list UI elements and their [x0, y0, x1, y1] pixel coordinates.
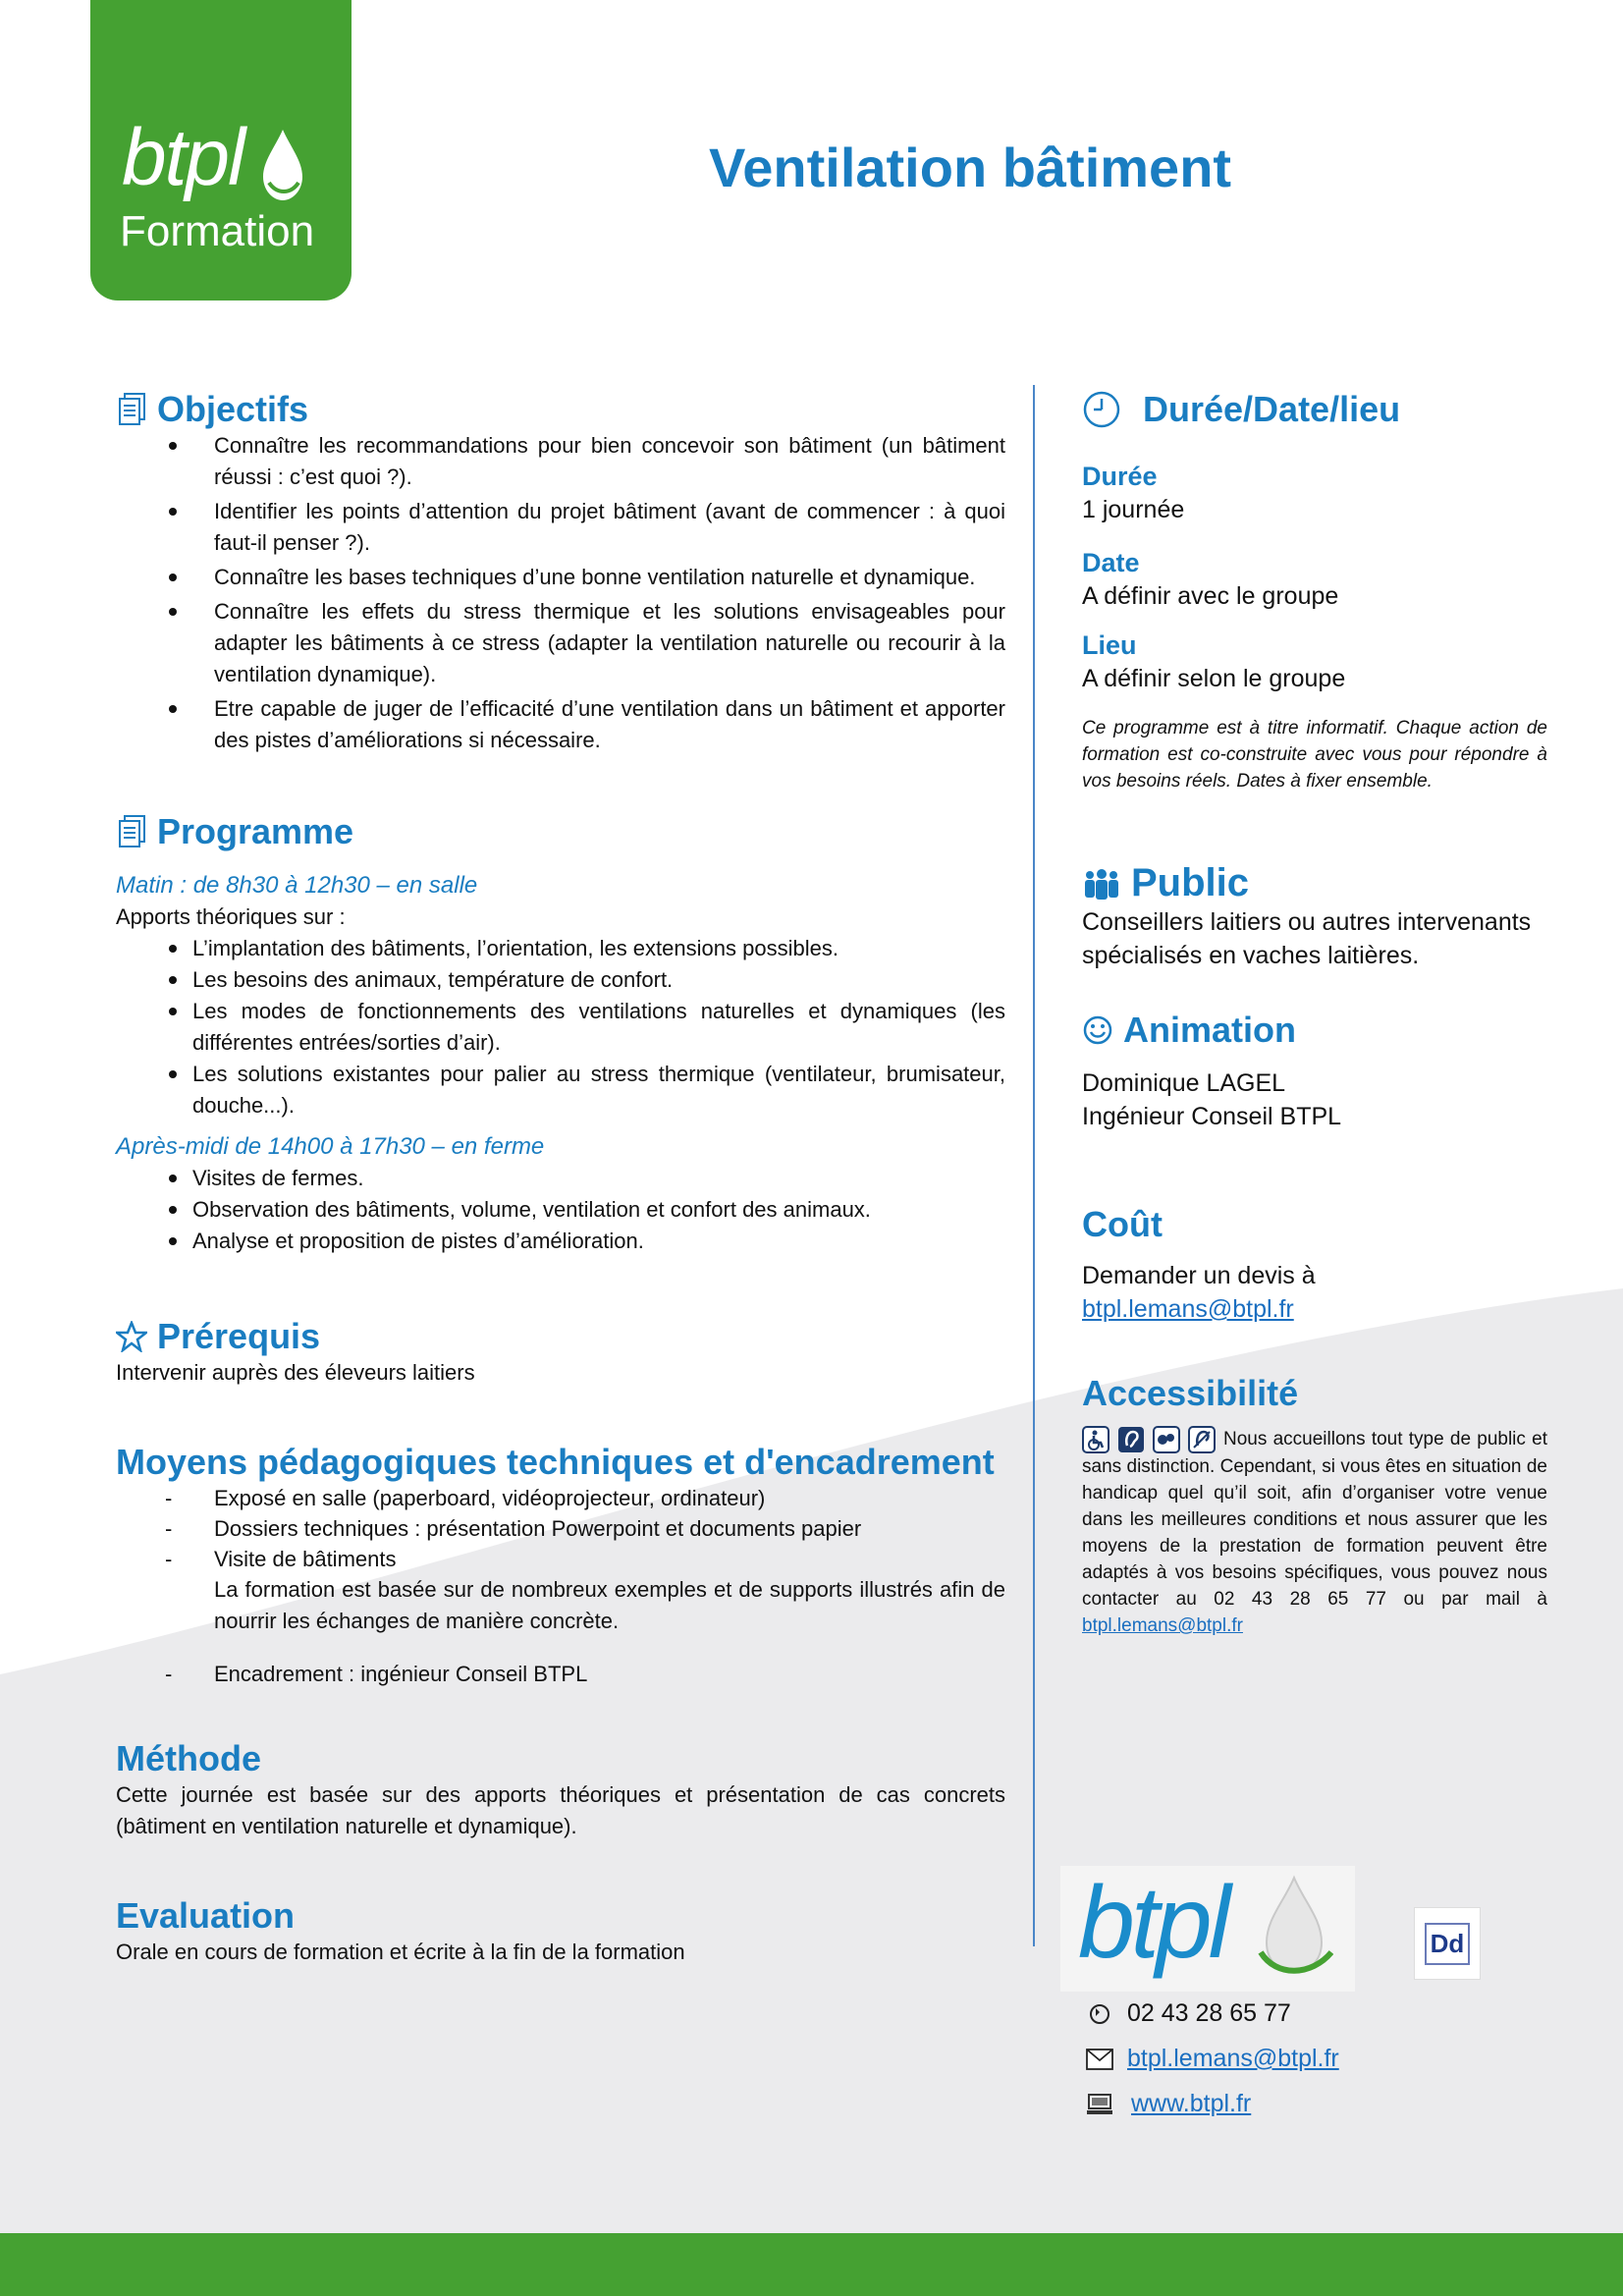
list-item: Connaître les bases techniques d’une bonne ventilation naturelle et dynamique.: [116, 562, 1005, 593]
list-item: Connaître les effets du stress thermique et les solutions envisageables pour adapter les bâtiments à ce stress (adapter la ventilation naturelle ou recourir à la ventilation dynamique).: [116, 596, 1005, 690]
accessibilite-heading: Accessibilité: [1082, 1373, 1299, 1413]
list-item: Observation des bâtiments, volume, ventilation et confort des animaux.: [116, 1194, 1005, 1226]
objectifs-list: [116, 430, 1005, 756]
evaluation-heading: Evaluation: [116, 1895, 296, 1936]
people-icon: [1082, 868, 1121, 900]
cout-email-link[interactable]: btpl.lemans@btpl.fr: [1082, 1295, 1294, 1323]
matin-list: [116, 933, 1005, 1121]
list-item: L’implantation des bâtiments, l’orientation, les extensions possibles.: [116, 933, 1005, 964]
objectifs-title: Objectifs: [157, 389, 309, 429]
matin-intro: Apports théoriques sur :: [116, 904, 346, 929]
moyens-paragraph: La formation est basée sur de nombreux exemples et de supports illustrés afin de nourrir les échanges de manière concrète.: [214, 1577, 1005, 1633]
list-item: Les modes de fonctionnements des ventilations naturelles et dynamiques (les différentes entrées/sorties d’air).: [116, 996, 1005, 1059]
list-item: Etre capable de juger de l’efficacité d’une ventilation dans un bâtiment et apporter des pistes d’améliorations si nécessaire.: [116, 693, 1005, 756]
envelope-icon: [1082, 2049, 1117, 2070]
lieu-value: A définir selon le groupe: [1082, 665, 1346, 692]
contact-email-link[interactable]: btpl.lemans@btpl.fr: [1127, 2045, 1339, 2072]
hearing-icon: [1117, 1426, 1145, 1453]
dash-marker: -: [165, 1486, 173, 1510]
list-item-text: Encadrement : ingénieur Conseil BTPL: [214, 1662, 588, 1686]
contact-email-row: [1082, 2045, 1339, 2073]
phone-icon: [1082, 2002, 1117, 2026]
accessibilite-paragraph: Nous accueillons tout type de public et sans distinction. Cependant, si vous êtes en situation de handicap quel qu’il soit, afin d’organiser votre venue dans les meilleures conditions et nous assurer que les moyens de la prestation de formation peuvent être adaptés à vos besoins spécifiques, vous pouvez nous contacter au 02 43 28 65 77 ou par mail à: [1082, 1429, 1547, 1610]
matin-title: Matin : de 8h30 à 12h30 – en salle: [116, 872, 478, 899]
footer-bar: [0, 2233, 1623, 2296]
duree-value: 1 journée: [1082, 496, 1185, 523]
moyens-list-last: [116, 1659, 1005, 1689]
datadock-badge: [1414, 1907, 1481, 1980]
btpl-formation-logo: [90, 0, 352, 301]
column-divider: [1033, 385, 1035, 1946]
date-value: A définir avec le groupe: [1082, 582, 1339, 610]
list-item: [116, 1513, 1005, 1544]
list-item: Les solutions existantes pour palier au stress thermique (ventilateur, brumisateur, douche...).: [116, 1059, 1005, 1121]
date-label: Date: [1082, 548, 1140, 577]
accessibilite-email-link[interactable]: btpl.lemans@btpl.fr: [1082, 1615, 1243, 1636]
document-icon: [116, 814, 147, 849]
list-item: Identifier les points d’attention du projet bâtiment (avant de commencer : à quoi faut-il penser ?).: [116, 496, 1005, 559]
star-icon: [116, 1321, 147, 1352]
dash-marker: -: [165, 1547, 173, 1571]
deaf-icon: [1188, 1426, 1216, 1453]
page-title: Ventilation bâtiment: [709, 137, 1232, 198]
animation-line1: Dominique LAGEL: [1082, 1069, 1286, 1097]
list-item-text: Exposé en salle (paperboard, vidéoprojecteur, ordinateur): [214, 1486, 766, 1510]
list-item-text: Dossiers techniques : présentation Powerpoint et documents papier: [214, 1516, 862, 1541]
cout-text: Demander un devis à: [1082, 1262, 1316, 1289]
evaluation-text: Orale en cours de formation et écrite à la fin de la formation: [116, 1940, 685, 1964]
animation-line2: Ingénieur Conseil BTPL: [1082, 1103, 1342, 1130]
list-item: [116, 1483, 1005, 1513]
prerequis-title: Prérequis: [157, 1316, 321, 1356]
public-title: Public: [1131, 861, 1250, 904]
public-text: Conseillers laitiers ou autres intervenants spécialisés en vaches laitières.: [1082, 908, 1532, 969]
list-item-text: Visite de bâtiments: [214, 1547, 397, 1571]
datadock-badge-text: Dd: [1425, 1923, 1471, 1965]
moyens-heading: Moyens pédagogiques techniques et d'encadrement: [116, 1442, 995, 1482]
dash-marker: -: [165, 1662, 173, 1686]
animation-heading: [1082, 1010, 1547, 1051]
apres-midi-list: [116, 1163, 1005, 1257]
contact-phone: 02 43 28 65 77: [1127, 1999, 1291, 2027]
dash-marker: -: [165, 1516, 173, 1541]
list-item: Visites de fermes.: [116, 1163, 1005, 1194]
list-item: [116, 1544, 1005, 1574]
moyens-list: [116, 1483, 1005, 1574]
apres-midi-title: Après-midi de 14h00 à 17h30 – en ferme: [116, 1133, 545, 1160]
contact-website-row: [1082, 2090, 1251, 2118]
left-column: [116, 385, 1005, 1968]
methode-heading: Méthode: [116, 1738, 261, 1778]
btpl-contact-logo: [1060, 1866, 1355, 1992]
computer-icon: [1082, 2093, 1117, 2116]
water-drop-icon: [255, 126, 310, 209]
cout-heading: Coût: [1082, 1204, 1163, 1244]
methode-text: Cette journée est basée sur des apports théoriques et présentation de cas concrets (bâtiment en ventilation naturelle et dynamique).: [116, 1782, 1005, 1838]
cognitive-icon: [1153, 1426, 1180, 1453]
right-column: [1082, 385, 1547, 1639]
contact-logo-word: btpl: [1078, 1866, 1227, 1980]
public-heading: [1082, 861, 1547, 905]
water-drop-icon: [1255, 1874, 1333, 1982]
animation-title: Animation: [1123, 1010, 1296, 1050]
lieu-label: Lieu: [1082, 630, 1137, 660]
smiley-icon: [1082, 1014, 1113, 1046]
programme-note: Ce programme est à titre informatif. Chaque action de formation est co-construite avec vous pour répondre à vos besoins réels. Dates à fixer ensemble.: [1082, 718, 1547, 792]
list-item: Les besoins des animaux, température de confort.: [116, 964, 1005, 996]
logo-subtitle: Formation: [120, 207, 315, 255]
wheelchair-icon: [1082, 1426, 1109, 1453]
objectifs-heading: [116, 389, 1005, 430]
document-icon: [116, 392, 147, 427]
programme-heading: [116, 811, 1005, 852]
list-item: Analyse et proposition de pistes d’amélioration.: [116, 1226, 1005, 1257]
contact-website-link[interactable]: www.btpl.fr: [1131, 2090, 1252, 2117]
prerequis-text: Intervenir auprès des éleveurs laitiers: [116, 1360, 475, 1385]
programme-title: Programme: [157, 811, 354, 851]
clock-icon: [1082, 390, 1121, 429]
duree-label: Durée: [1082, 462, 1158, 491]
accessibilite-text: [1082, 1426, 1547, 1639]
prerequis-heading: [116, 1316, 1005, 1357]
contact-phone-row: [1082, 1999, 1291, 2028]
logo-word: btpl: [122, 113, 244, 202]
duree-heading: [1082, 389, 1547, 430]
duree-title: Durée/Date/lieu: [1143, 389, 1401, 429]
list-item: Connaître les recommandations pour bien concevoir son bâtiment (un bâtiment réussi : c’est quoi ?).: [116, 430, 1005, 493]
accessibility-icons: [1082, 1426, 1216, 1453]
list-item: [116, 1659, 1005, 1689]
